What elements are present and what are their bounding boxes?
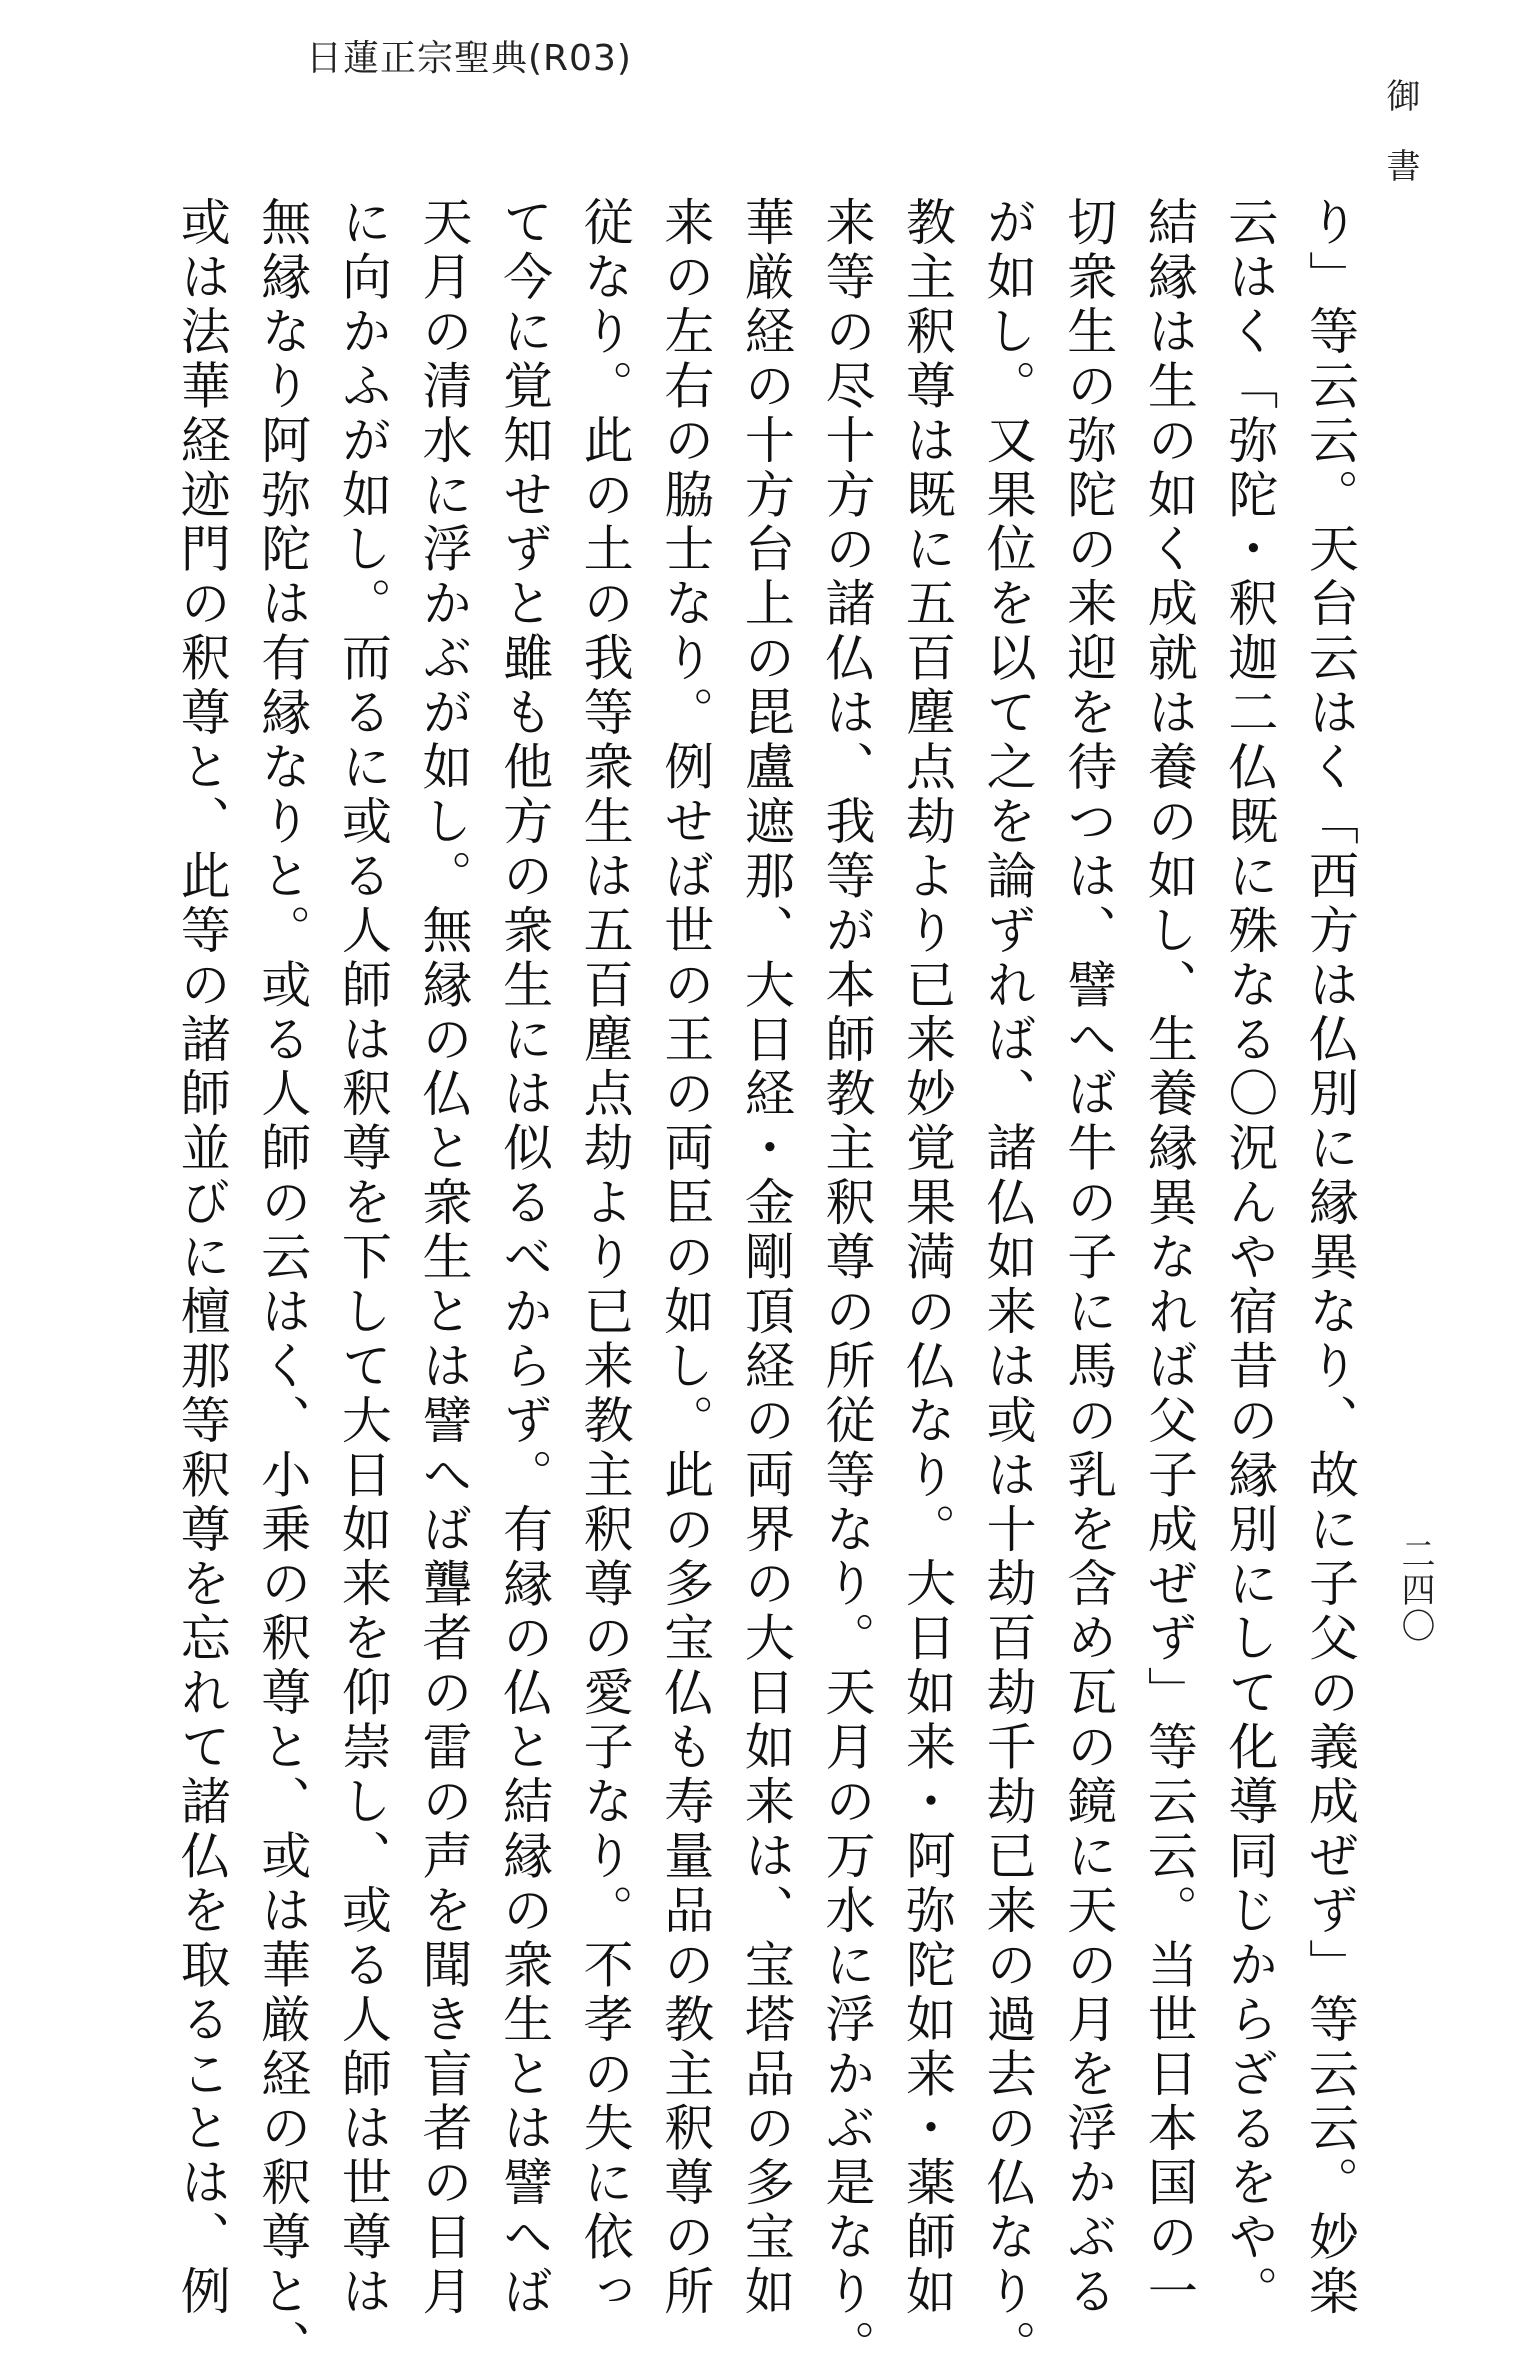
text-column: り」等云云。天台云はく「西方は仏別に縁異なり、故に子父の義成ぜず」等云云。妙楽 [1301, 196, 1359, 2320]
text-column: 教主釈尊は既に五百塵点劫より已来妙覚果満の仏なり。大日如来・阿弥陀如来・薬師如 [898, 196, 957, 2320]
text-column: 切衆生の弥陀の来迎を待つは、譬へば牛の子に馬の乳を含め瓦の鏡に天の月を浮かぶる [1059, 196, 1118, 2320]
text-column: 無縁なり阿弥陀は有縁なりと。或る人師の云はく、小乗の釈尊と、或は華厳経の釈尊と、 [253, 196, 312, 2374]
text-column: が如し。又果位を以て之を論ずれば、諸仏如来は或は十劫百劫千劫已来の過去の仏なり。 [978, 196, 1037, 2374]
page-number: 二四〇 [1395, 1536, 1435, 1644]
text-column: 華厳経の十方台上の毘盧遮那、大日経・金剛頂経の両界の大日如来は、宝塔品の多宝如 [736, 196, 795, 2320]
text-column: に向かふが如し。而るに或る人師は釈尊を下して大日如来を仰崇し、或る人師は世尊は [333, 196, 392, 2320]
text-column: 来等の尽十方の諸仏は、我等が本師教主釈尊の所従等なり。天月の万水に浮かぶ是なり。 [817, 196, 876, 2374]
text-column: 天月の清水に浮かぶが如し。無縁の仏と衆生とは譬へば聾者の雷の声を聞き盲者の日月 [414, 196, 473, 2320]
text-column: 従なり。此の土の我等衆生は五百塵点劫より已来教主釈尊の愛子なり。不孝の失に依っ [575, 196, 634, 2320]
body-text [172, 196, 1370, 2374]
text-column: 或は法華経迹門の釈尊と、此等の諸師並びに檀那等釈尊を忘れて諸仏を取ることは、例 [172, 196, 231, 2320]
text-column: て今に覚知せずと雖も他方の衆生には似るべからず。有縁の仏と結縁の衆生とは譬へば [495, 196, 554, 2320]
header-label: 日蓮正宗聖典(R03) [306, 38, 632, 79]
text-column: 結縁は生の如く成就は養の如し、生養縁異なれば父子成ぜず」等云云。当世日本国の一 [1139, 196, 1198, 2320]
book-title: 御書 [1380, 78, 1420, 218]
text-column: 云はく「弥陀・釈迦二仏既に殊なる〇況んや宿昔の縁別にして化導同じからざるをや。 [1220, 196, 1279, 2320]
text-column: 来の左右の脇士なり。例せば世の王の両臣の如し。此の多宝仏も寿量品の教主釈尊の所 [656, 196, 715, 2320]
